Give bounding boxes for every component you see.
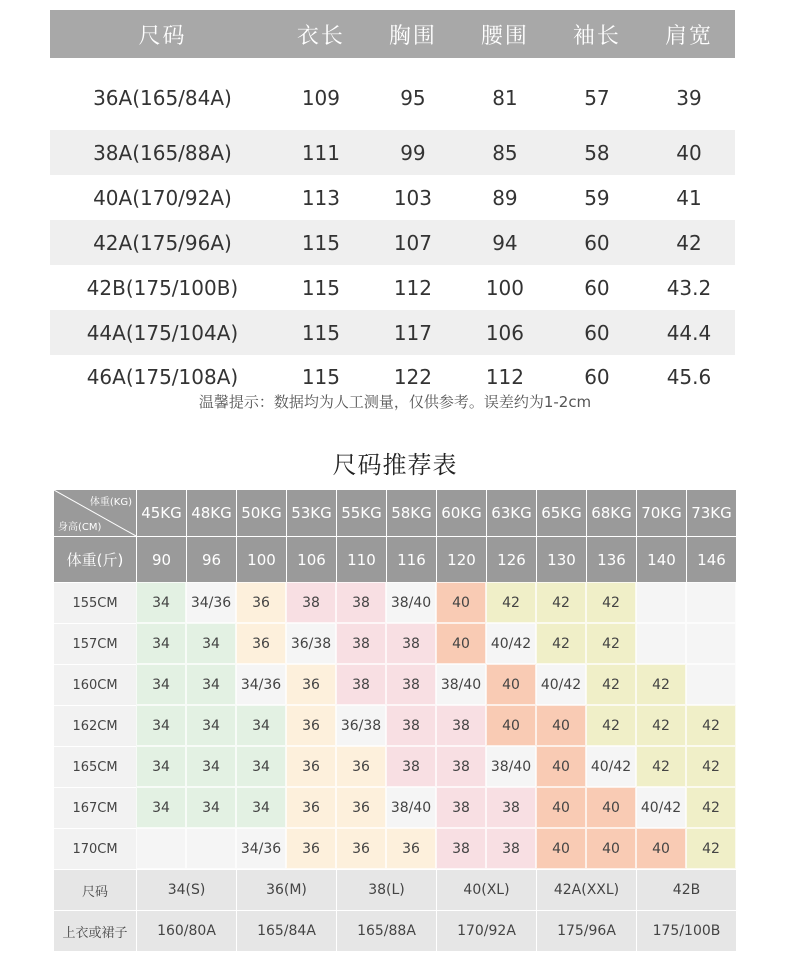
size-spec-value-cell: 85: [459, 130, 551, 175]
fit-footer-cell: 175/100B: [636, 910, 736, 951]
weight-jin-header: 146: [686, 536, 736, 582]
size-recommend-cell: [686, 664, 736, 705]
size-recommend-cell: [136, 828, 186, 869]
size-spec-value-cell: 60: [551, 310, 643, 355]
header-size: 尺码: [50, 10, 275, 58]
height-label: 155CM: [54, 582, 136, 623]
fit-footer-cell: 160/80A: [136, 910, 236, 951]
size-recommend-cell: 38: [386, 746, 436, 787]
size-spec-value-cell: 89: [492, 185, 518, 210]
fit-footer-cell: 175/96A: [536, 910, 636, 951]
size-footer-cell: 42A(XXL): [536, 869, 636, 910]
size-recommend-cell: 42: [686, 828, 736, 869]
size-spec-table: [50, 10, 735, 399]
size-spec-size-cell: 46A(175/108A): [86, 365, 239, 389]
weight-jin-header: 140: [636, 536, 686, 582]
size-recommend-cell: 40: [586, 787, 636, 828]
size-recommend-cell: 34/36: [186, 582, 236, 623]
size-recommend-cell: 36: [336, 787, 386, 828]
fit-footer-cell: 165/84A: [236, 910, 336, 951]
weight-jin-header: 120: [436, 536, 486, 582]
size-recommend-cell: 36: [286, 664, 336, 705]
size-spec-size-cell: 42B(175/100B): [86, 275, 239, 300]
size-recommend-cell: 36: [286, 828, 336, 869]
corner-height-label: 身高(CM): [58, 522, 102, 533]
size-spec-value-cell: 60: [584, 275, 610, 300]
size-recommend-cell: 34/36: [236, 664, 286, 705]
size-spec-value-cell: 115: [301, 365, 341, 389]
size-spec-row: [50, 130, 735, 175]
size-spec-value-cell: 109: [301, 86, 341, 110]
size-spec-value-cell: 43.2: [666, 275, 712, 300]
size-spec-value-cell: 60: [584, 365, 610, 389]
size-recommend-cell: 36: [286, 705, 336, 746]
size-recommend-cell: 34: [136, 664, 186, 705]
weight-jin-header: 136: [586, 536, 636, 582]
size-recommend-cell: [186, 828, 236, 869]
size-recommend-cell: 42: [686, 787, 736, 828]
fit-footer-cell: 165/88A: [336, 910, 436, 951]
size-recommend-cell: 40: [536, 828, 586, 869]
size-recommend-cell: 42: [586, 664, 636, 705]
size-spec-value-cell: 45.6: [666, 365, 712, 389]
size-recommend-cell: 42: [536, 582, 586, 623]
size-recommend-cell: 34: [236, 746, 286, 787]
size-recommend-cell: 42: [686, 705, 736, 746]
fit-footer-row: [54, 910, 736, 951]
weight-jin-header: 96: [186, 536, 236, 582]
weight-kg-header: 63KG: [486, 490, 536, 536]
size-spec-size-cell: 42A(175/96A): [50, 220, 275, 265]
size-recommend-cell: [636, 623, 686, 664]
size-footer-cell: 40(XL): [436, 869, 536, 910]
weight-jin-header: 110: [336, 536, 386, 582]
size-spec-value-cell: 113: [301, 185, 341, 210]
weight-kg-header: 58KG: [386, 490, 436, 536]
size-spec-value-cell: 100: [485, 275, 525, 300]
weight-kg-header: 50KG: [236, 490, 286, 536]
size-recommend-cell: 36: [286, 787, 336, 828]
size-recommend-cell: 38: [386, 664, 436, 705]
weight-kg-header: 68KG: [586, 490, 636, 536]
size-recommend-cell: 38/40: [386, 787, 436, 828]
size-spec-value-cell: 106: [459, 310, 551, 355]
height-label: 160CM: [54, 664, 136, 705]
weight-jin-header: 90: [136, 536, 186, 582]
size-spec-value-cell: 44.4: [643, 310, 735, 355]
size-spec-value-cell: 112: [393, 275, 433, 300]
fit-footer-cell: 170/92A: [436, 910, 536, 951]
size-spec-size-cell: 44A(175/104A): [50, 310, 275, 355]
size-recommend-cell: 38/40: [386, 582, 436, 623]
size-footer-label: 尺码: [54, 869, 136, 910]
size-spec-value-cell: 111: [275, 130, 367, 175]
size-recommend-cell: 34: [236, 787, 286, 828]
size-recommend-cell: 40: [486, 705, 536, 746]
size-spec-value-cell: 57: [584, 86, 610, 110]
size-recommend-cell: 42: [536, 623, 586, 664]
size-recommend-cell: 36: [236, 623, 286, 664]
weight-kg-header: 48KG: [186, 490, 236, 536]
height-row: [54, 787, 736, 828]
size-recommend-cell: 36: [336, 746, 386, 787]
weight-kg-header: 55KG: [336, 490, 386, 536]
height-row: [54, 705, 736, 746]
measurement-note: 温馨提示：数据均为人工测量，仅供参考。误差约为1-2cm: [198, 393, 592, 411]
size-recommend-cell: 42: [586, 623, 636, 664]
size-recommend-cell: 40: [536, 787, 586, 828]
size-recommend-cell: 38: [436, 705, 486, 746]
header-sleeve: 袖长: [551, 10, 643, 58]
height-row: [54, 828, 736, 869]
recommend-title: 尺码推荐表: [332, 451, 458, 479]
size-recommend-cell: [686, 623, 736, 664]
size-recommend-cell: 34: [136, 746, 186, 787]
size-spec-value-cell: 115: [275, 310, 367, 355]
size-spec-size-cell: 36A(165/84A): [93, 86, 232, 110]
size-recommend-cell: 42: [486, 582, 536, 623]
size-spec-value-cell: 81: [492, 86, 518, 110]
size-recommend-cell: 40: [586, 828, 636, 869]
size-spec-value-cell: 95: [400, 86, 426, 110]
size-recommend-cell: 40/42: [536, 664, 586, 705]
size-spec-value-cell: 115: [275, 220, 367, 265]
height-row: [54, 664, 736, 705]
jin-label: 体重(斤): [54, 536, 136, 582]
size-recommend-cell: 40/42: [486, 623, 536, 664]
size-spec-value-cell: 40: [643, 130, 735, 175]
size-recommend-cell: 36: [286, 746, 336, 787]
corner-cell: [54, 490, 136, 536]
size-recommend-cell: 38: [486, 787, 536, 828]
weight-kg-header: 65KG: [536, 490, 586, 536]
size-spec-header-row: [50, 10, 735, 58]
size-recommend-cell: 42: [586, 582, 636, 623]
corner-weight-label: 体重(KG): [89, 497, 132, 508]
recommend-rows: [54, 582, 736, 869]
size-recommend-cell: 42: [636, 705, 686, 746]
size-recommend-cell: 40: [486, 664, 536, 705]
size-recommend-cell: 38: [386, 705, 436, 746]
size-recommend-cell: 38: [336, 664, 386, 705]
height-label: 170CM: [54, 828, 136, 869]
height-label: 162CM: [54, 705, 136, 746]
size-spec-value-cell: 112: [485, 365, 525, 389]
size-spec-size-cell: 38A(165/88A): [50, 130, 275, 175]
size-recommend-cell: 38/40: [436, 664, 486, 705]
size-spec-row: [50, 58, 735, 130]
size-recommend-cell: 36/38: [336, 705, 386, 746]
size-recommend-cell: 38: [336, 623, 386, 664]
size-recommend-cell: 34: [186, 664, 236, 705]
size-spec-row: [50, 310, 735, 355]
size-spec-size-cell: 40A(170/92A): [93, 185, 232, 210]
size-spec-row: [50, 265, 735, 310]
size-spec-value-cell: 107: [367, 220, 459, 265]
fit-footer-label: 上衣或裙子: [54, 910, 136, 951]
size-spec-value-cell: 122: [393, 365, 433, 389]
size-recommend-cell: 36: [386, 828, 436, 869]
size-recommend-cell: 40: [636, 828, 686, 869]
size-recommend-cell: 40: [436, 582, 486, 623]
size-recommend-grid: [54, 490, 736, 951]
size-recommend-cell: 36: [336, 828, 386, 869]
weight-jin-header: 100: [236, 536, 286, 582]
weight-kg-header: 70KG: [636, 490, 686, 536]
size-footer-cell: 38(L): [336, 869, 436, 910]
size-recommend-cell: [636, 582, 686, 623]
size-recommend-cell: [686, 582, 736, 623]
height-row: [54, 582, 736, 623]
height-row: [54, 623, 736, 664]
size-spec-value-cell: 60: [551, 220, 643, 265]
size-spec-value-cell: 42: [643, 220, 735, 265]
size-recommend-cell: 42: [686, 746, 736, 787]
size-spec-value-cell: 39: [676, 86, 702, 110]
size-recommend-cell: 34: [186, 705, 236, 746]
size-recommend-cell: 34: [186, 623, 236, 664]
weight-kg-header: 53KG: [286, 490, 336, 536]
header-shoulder: 肩宽: [643, 10, 735, 58]
weight-jin-header: 126: [486, 536, 536, 582]
size-recommend-cell: 34: [136, 705, 186, 746]
weight-jin-header: 130: [536, 536, 586, 582]
size-recommend-cell: 38: [436, 787, 486, 828]
size-spec-value-cell: 115: [301, 275, 341, 300]
size-recommend-cell: 38: [436, 828, 486, 869]
size-recommend-cell: 36/38: [286, 623, 336, 664]
size-recommend-cell: 40/42: [636, 787, 686, 828]
weight-kg-header: 60KG: [436, 490, 486, 536]
size-recommend-cell: 42: [586, 705, 636, 746]
size-recommend-cell: 40: [436, 623, 486, 664]
size-recommend-cell: 42: [636, 746, 686, 787]
weight-jin-row: [54, 536, 736, 582]
height-label: 157CM: [54, 623, 136, 664]
size-recommend-cell: 42: [636, 664, 686, 705]
size-spec-value-cell: 58: [551, 130, 643, 175]
weight-kg-row: [54, 490, 736, 536]
weight-kg-header: 73KG: [686, 490, 736, 536]
size-recommend-cell: 38: [436, 746, 486, 787]
size-recommend-cell: 40/42: [586, 746, 636, 787]
size-recommend-cell: 40: [536, 705, 586, 746]
size-recommend-cell: 34: [136, 582, 186, 623]
size-recommend-cell: 34/36: [236, 828, 286, 869]
size-recommend-cell: 38: [286, 582, 336, 623]
size-recommend-cell: 38: [336, 582, 386, 623]
size-footer-cell: 42B: [636, 869, 736, 910]
size-recommend-cell: 34: [186, 787, 236, 828]
size-spec-row: [50, 175, 735, 220]
size-spec-row: [50, 220, 735, 265]
size-spec-value-cell: 59: [584, 185, 610, 210]
height-label: 167CM: [54, 787, 136, 828]
size-recommend-cell: 34: [236, 705, 286, 746]
size-footer-cell: 36(M): [236, 869, 336, 910]
size-recommend-cell: 34: [136, 623, 186, 664]
size-recommend-cell: 40: [536, 746, 586, 787]
weight-jin-header: 116: [386, 536, 436, 582]
header-waist: 腰围: [459, 10, 551, 58]
height-row: [54, 746, 736, 787]
size-footer-row: [54, 869, 736, 910]
height-label: 165CM: [54, 746, 136, 787]
size-spec-value-cell: 103: [393, 185, 433, 210]
size-recommend-cell: 38: [486, 828, 536, 869]
header-length: 衣长: [275, 10, 367, 58]
size-spec-value-cell: 94: [459, 220, 551, 265]
weight-kg-header: 45KG: [136, 490, 186, 536]
size-recommend-cell: 34: [136, 787, 186, 828]
size-recommend-cell: 38: [386, 623, 436, 664]
size-footer-cell: 34(S): [136, 869, 236, 910]
size-spec-value-cell: 117: [367, 310, 459, 355]
weight-jin-header: 106: [286, 536, 336, 582]
size-recommend-cell: 36: [236, 582, 286, 623]
size-spec-value-cell: 41: [676, 185, 702, 210]
size-recommend-cell: 34: [186, 746, 236, 787]
size-recommend-cell: 38/40: [486, 746, 536, 787]
size-spec-value-cell: 99: [367, 130, 459, 175]
header-chest: 胸围: [367, 10, 459, 58]
